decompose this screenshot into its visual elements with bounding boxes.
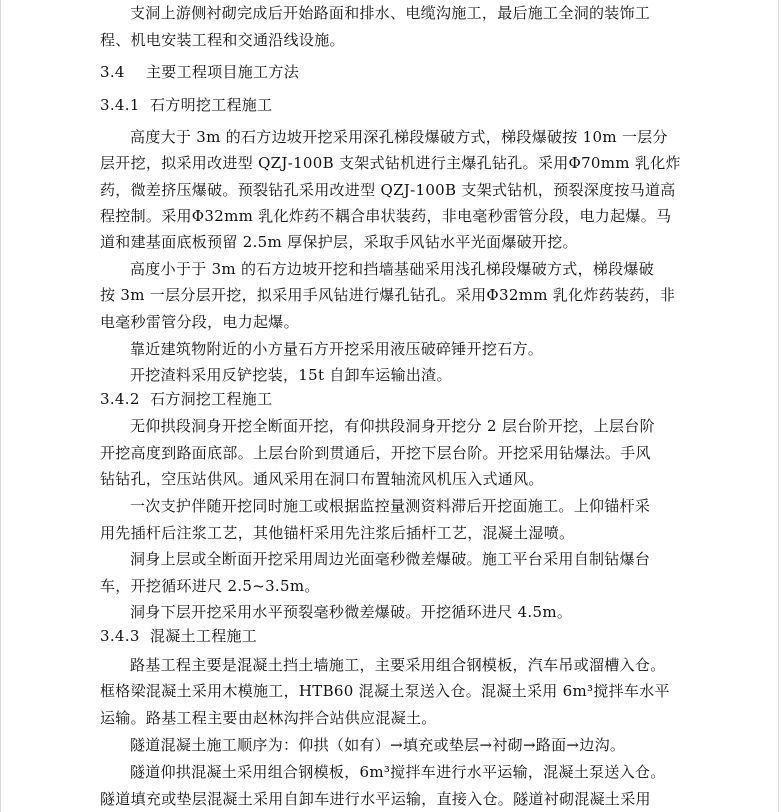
body-line: 开挖渣料采用反铲挖装，15t 自卸车运输出渣。 [130,366,452,384]
subsection-heading [100,95,272,115]
subsection-title: 石方明挖工程施工 [150,96,273,114]
subsection-number: 3.4.2 [100,390,140,408]
body-line: 无仰拱段洞身开挖全断面开挖，有仰拱段洞身开挖分 2 层台阶开挖，上层台阶 [130,417,655,435]
body-line: 洞身下层开挖采用水平预裂毫秒微差爆破。开挖循环进尺 4.5m。 [130,603,573,621]
subsection-heading [100,626,257,646]
body-line: 道和建基面底板预留 2.5m 厚保护层，采取手风钻水平光面爆破开挖。 [100,233,578,251]
subsection-title: 石方洞挖工程施工 [150,390,273,408]
body-line: 隧道混凝土施工顺序为：仰拱（如有）→填充或垫层→衬砌→路面→边沟。 [130,736,626,754]
section-heading [100,62,299,82]
body-line: 药，微差挤压爆破。预裂钻孔采用改进型 QZJ-100B 支架式钻机，预裂深度按马道高 [100,181,676,199]
body-line: 洞身上层或全断面开挖采用周边光面毫秒微差爆破。施工平台采用自制钻爆台 [130,550,651,568]
body-line: 运输。路基工程主要由赵林沟拌合站供应混凝土。 [100,709,437,727]
body-line: 层开挖，拟采用改进型 QZJ-100B 支架式钻机进行主爆孔钻孔。采用Φ70mm 乳化炸 [100,154,681,172]
body-line: 电毫秒雷管分段，电力起爆。 [100,313,299,331]
body-line: 隧道仰拱混凝土采用组合钢模板，6m³搅拌车进行水平运输，混凝土泵送入仓。 [130,763,666,781]
body-line: 隧道填充或垫层混凝土采用自卸车进行水平运输，直接入仓。隧道衬砌混凝土采用 [100,790,651,808]
body-line: 高度小于于 3m 的石方边坡开挖和挡墙基础采用浅孔梯段爆破方式，梯段爆破 [130,260,655,278]
body-line: 用先插杆后注浆工艺，其他锚杆采用先注浆后插杆工艺，混凝土湿喷。 [100,524,575,542]
subsection-heading [100,389,272,409]
section-number: 3.4 [100,63,125,81]
body-line: 程、机电安装工程和交通沿线设施。 [100,31,345,49]
body-line: 路基工程主要是混凝土挡土墙施工，主要采用组合钢模板，汽车吊或溜槽入仓。 [130,656,666,674]
subsection-number: 3.4.1 [100,96,140,114]
body-line: 支洞上游侧衬砌完成后开始路面和排水、电缆沟施工，最后施工全洞的装饰工 [130,4,651,22]
body-line: 开挖高度到路面底部。上层台阶到贯通后，开挖下层台阶。开挖采用钻爆法。手风 [100,444,651,462]
body-line: 钻钻孔，空压站供风。通风采用在洞口布置轴流风机压入式通风。 [100,470,544,488]
body-line: 框格梁混凝土采用木模施工，HTB60 混凝土泵送入仓。混凝土采用 6m³搅拌车水平 [100,682,670,700]
section-title: 主要工程项目施工方法 [146,63,300,81]
body-line: 程控制。采用Φ32mm 乳化炸药不耦合串状装药，非电毫秒雷管分段，电力起爆。马 [100,207,672,225]
body-line: 一次支护伴随开挖同时施工或根据监控量测资料滞后开挖面施工。上仰锚杆采 [130,497,651,515]
body-line: 按 3m 一层分层开挖，拟采用手风钻进行爆孔钻孔。采用Φ32mm 乳化炸药装药，非 [100,286,676,304]
subsection-number: 3.4.3 [100,627,140,645]
body-line: 高度大于 3m 的石方边坡开挖采用深孔梯段爆破方式，梯段爆破按 10m 一层分 [130,128,668,146]
body-line: 车，开挖循环进尺 2.5~3.5m。 [100,577,320,595]
subsection-title: 混凝土工程施工 [150,627,258,645]
body-line: 靠近建筑物附近的小方量石方开挖采用液压破碎锤开挖石方。 [130,340,544,358]
